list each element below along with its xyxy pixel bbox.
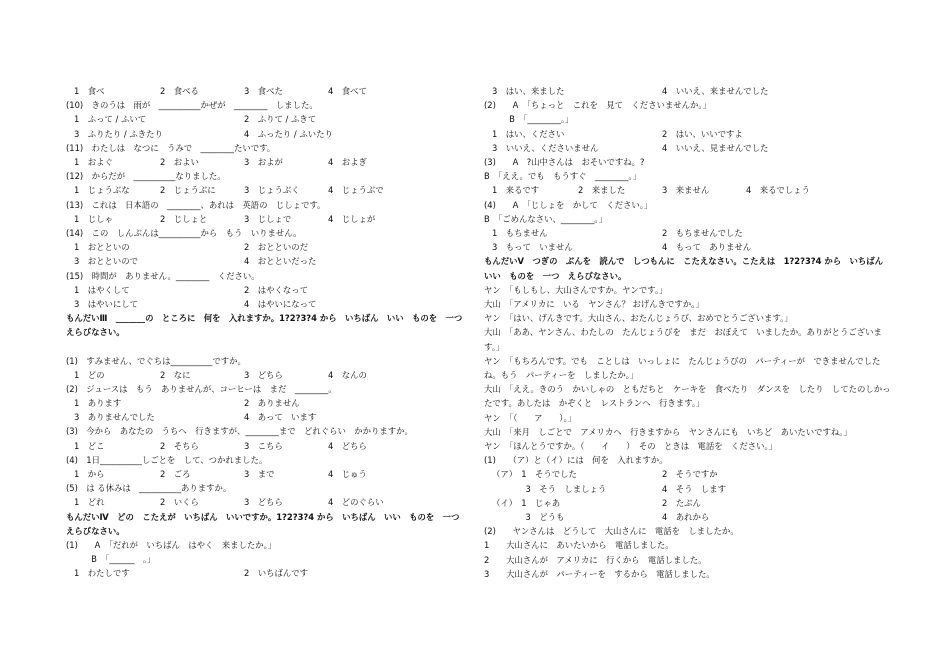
text-line: (2) A 「ちょっと これを 見て くださいませんか。」 [484, 100, 711, 111]
answer-options-row [484, 510, 894, 524]
text-line: 大山 「来月 しごとで アメリカへ 行きますから ヤンさんにも いちど あいたいですね。」 [484, 426, 852, 437]
answer-option: 4 来るでしょう [746, 185, 810, 196]
answer-option: 1 およぐ [74, 156, 113, 167]
answer-options-row [66, 368, 471, 382]
answer-option: 2 おとといのだ [244, 242, 308, 253]
answer-options-row [66, 84, 471, 98]
answer-options-row [484, 141, 894, 155]
text-line: (1) A 「だれが いちばん はやく 来ましたか。」 [66, 540, 277, 551]
answer-option: 1 から [74, 469, 105, 480]
answer-options-row [66, 127, 471, 141]
answer-options-row [484, 467, 894, 481]
spacer [66, 340, 471, 354]
text-line: (2) ヤンさんは どうして 大山さんに 電話を しましたか。 [484, 526, 739, 537]
answer-option: 1 じしゃ [74, 213, 113, 224]
answer-option: 4 じゅう [328, 469, 367, 480]
text-line: (1) すみません、でぐちは__________ですか。 [66, 355, 246, 366]
answer-option: 3 来ません [662, 185, 710, 196]
text-line: B 「ええ。でも もうすぐ ________。」 [484, 171, 641, 182]
text-line: (12) からだが __________なりました。 [66, 171, 226, 182]
answer-options-row [66, 467, 471, 481]
text-line: (11) わたしは なつに うみで ________たいです。 [66, 142, 276, 153]
answer-option: 4 食べて [328, 86, 367, 96]
answer-options-row [484, 496, 894, 510]
answer-option: 4 ふったり / ふいたり [244, 128, 333, 139]
answer-options-row [484, 84, 894, 98]
text-line: ヤン 「（ ア ）。」 [484, 412, 577, 423]
answer-option: 1 あります [74, 398, 122, 409]
answer-option: 4 もって ありません [662, 242, 752, 253]
left-column [66, 84, 471, 581]
answer-option: 3 そう しましょう [492, 483, 607, 494]
answer-option: 3 こちら [244, 440, 283, 451]
answer-option: 1 どこ [74, 440, 105, 451]
answer-options-row [484, 127, 894, 141]
answer-option: 2 いちばんです [244, 568, 308, 579]
answer-option: 3 はやいにして [74, 298, 138, 309]
text-line: B 「________。」 [484, 114, 574, 125]
answer-option: 4 じょうぶで [328, 185, 384, 196]
answer-option: 2 はい、いいですよ [662, 128, 743, 139]
answer-option: 4 どのぐらい [328, 497, 384, 508]
answer-option: 2 食べる [160, 86, 199, 96]
answer-option: 1 来るです [492, 185, 540, 196]
text-line: 大山 「アメリカに いる ヤンさん？ おげんきですか。」 [484, 298, 704, 309]
answer-options-row [484, 226, 894, 240]
text-line: (15) 時間が ありません。________ ください。 [66, 270, 260, 281]
text-line: 3 大山さんが パーティーを するから 電話しました。 [484, 568, 715, 579]
text-line: (14) この しんぶんは__________から もう いりません。 [66, 227, 302, 238]
answer-option: 4 じしょが [328, 213, 376, 224]
answer-options-row [66, 396, 471, 410]
answer-option: 3 はい、来ました [492, 86, 565, 96]
answer-option: 3 およが [244, 156, 283, 167]
answer-options-row [66, 155, 471, 169]
answer-options-row [66, 183, 471, 197]
section-heading: もんだいⅤ つぎの ぶんを 読んで しつもんに こたえなさい。こたえは 1?2?3?4 から いちばん いい ものを 一つ えらびなさい。 [484, 256, 892, 281]
answer-option: 3 まで [244, 469, 275, 480]
answer-option: 3 おとといので [74, 256, 138, 267]
answer-option: 1 もちません [492, 227, 548, 238]
answer-option: 1 どれ [74, 497, 105, 508]
text-line: ヤン 「ほんとうですか。（ イ ） その ときは 電話を ください。」 [484, 440, 778, 451]
answer-options-row [66, 112, 471, 126]
text-line: (1) （ア）と（イ）には 何を 入れますか。 [484, 455, 668, 466]
answer-options-row [66, 240, 471, 254]
answer-option: 2 来ました [578, 185, 626, 196]
answer-options-row [484, 183, 894, 197]
answer-options-row [484, 482, 894, 496]
answer-option: 4 そう します [662, 483, 726, 494]
answer-option: 3 ありませんでした [74, 412, 155, 423]
answer-option: （イ） 1 じゃあ [492, 497, 561, 508]
answer-option: 2 そうですか [662, 469, 718, 480]
text-line: B 「______ 。」 [66, 554, 156, 565]
answer-option: 2 なに [160, 369, 191, 380]
text-line: ヤン 「もしもし、大山さんですか。ヤンです。」 [484, 284, 668, 295]
text-line: 1 大山さんに あいたいから 電話しました。 [484, 540, 674, 551]
answer-option: 2 ごろ [160, 469, 191, 480]
answer-option: 1 ふって / ふいて [74, 114, 147, 125]
section-heading: もんだいⅢ _______の ところに 何を 入れますか。1?2?3?4 から いちばん いい ものを 一つ えらびなさい。 [66, 313, 471, 338]
text-line: B 「ごめんなさい、________。」 [484, 213, 607, 224]
answer-option: 1 おとといの [74, 242, 130, 253]
section-heading: もんだいⅣ どの こたえが いちばん いいですか。1?2?3?4 から いちばん いい ものを 一つ えらびなさい。 [66, 511, 468, 536]
answer-option: 2 じしょと [160, 213, 208, 224]
text-line: ヤン 「もちろんです。でも ことしは いっしょに たんじょうびの パーティーが できませんでしたね。もう パーティーを しましたか。」 [484, 355, 881, 380]
answer-option: 3 じょうぶく [244, 185, 300, 196]
answer-option: 2 たぶん [662, 497, 701, 508]
answer-option: 2 そちら [160, 440, 199, 451]
answer-option: 3 食べた [244, 86, 283, 96]
answer-options-row [66, 283, 471, 297]
text-line: (10) きのうは 雨が __________かぜが ________ しました。 [66, 100, 318, 111]
answer-option: （ア） 1 そうでした [492, 469, 577, 480]
text-line: (4) A 「じしょを かして ください。」 [484, 199, 653, 210]
text-line: (5) は る休みは __________ありますか。 [66, 483, 232, 494]
answer-option: 3 じしょで [244, 213, 292, 224]
answer-option: 1 食べ [74, 86, 105, 96]
answer-option: 1 はやくして [74, 284, 130, 295]
answer-option: 4 どちら [328, 440, 367, 451]
answer-option: 3 どうも [492, 511, 565, 522]
answer-option: 1 わたしです [74, 568, 130, 579]
answer-option: 2 じょうぶに [160, 185, 216, 196]
answer-option: 1 はい、ください [492, 128, 565, 139]
answer-option: 4 いいえ、見ませんでした [662, 142, 769, 153]
text-line: (13) これは 日本語の ________、あれは 英語の じしょです。 [66, 199, 326, 210]
answer-option: 4 およぎ [328, 156, 367, 167]
answer-options-row [66, 495, 471, 509]
answer-option: 1 じょうぶな [74, 185, 130, 196]
answer-option: 3 どちら [244, 497, 283, 508]
answer-option: 4 はやいになって [244, 298, 317, 309]
answer-option: 3 どちら [244, 369, 283, 380]
right-column [484, 84, 894, 581]
answer-options-row [66, 254, 471, 268]
text-line: (4) 1日__________しごとを して、つかれました。 [66, 454, 268, 465]
answer-option: 2 いくら [160, 497, 199, 508]
answer-option: 4 あれから [662, 511, 710, 522]
answer-option: 3 もって いません [492, 242, 573, 253]
answer-option: 3 いいえ、くださいません [492, 142, 599, 153]
answer-option: 2 もちませんでした [662, 227, 743, 238]
text-line: 大山 「ええ。きのう かいしゃの ともだちと ケーキを 食べたり ダンスを したり してたのしかったです。あしたは かぞくと レストランへ 行きます。」 [484, 384, 891, 409]
answer-options-row [66, 297, 471, 311]
text-line: (3) A ?山中さんは おそいですね。? [484, 156, 645, 167]
text-line: 大山 「ああ、ヤンさん、わたしの たんじょうびを まだ おぼえて いましたか。ありがとうございます。」 [484, 327, 882, 352]
answer-option: 2 ありません [244, 398, 300, 409]
answer-option: 4 おとといだった [244, 256, 317, 267]
answer-option: 4 いいえ、来ませんでした [662, 86, 769, 96]
answer-options-row [66, 410, 471, 424]
text-line: ヤン 「はい、げんきです。大山さん、おたんじょうび、おめでとうございます。」 [484, 313, 793, 324]
answer-option: 3 ふりたり / ふきたり [74, 128, 163, 139]
answer-option: 4 あって います [244, 412, 317, 423]
answer-options-row [66, 212, 471, 226]
answer-options-row [66, 439, 471, 453]
answer-options-row [66, 566, 471, 580]
answer-option: 4 なんの [328, 369, 367, 380]
text-line: 2 大山さんが アメリカに 行くから 電話しました。 [484, 554, 707, 565]
answer-option: 1 どの [74, 369, 105, 380]
answer-option: 2 ふりて / ふきて [244, 114, 317, 125]
text-line: (2) ジュースは もう ありませんが、コーヒーは まだ ________。 [66, 383, 337, 394]
answer-options-row [484, 240, 894, 254]
text-line: (3) 今から あなたの うちへ 行きますが、________まで どれぐらい かかりますか。 [66, 426, 413, 437]
answer-option: 2 はやくなって [244, 284, 308, 295]
answer-option: 2 およい [160, 156, 199, 167]
